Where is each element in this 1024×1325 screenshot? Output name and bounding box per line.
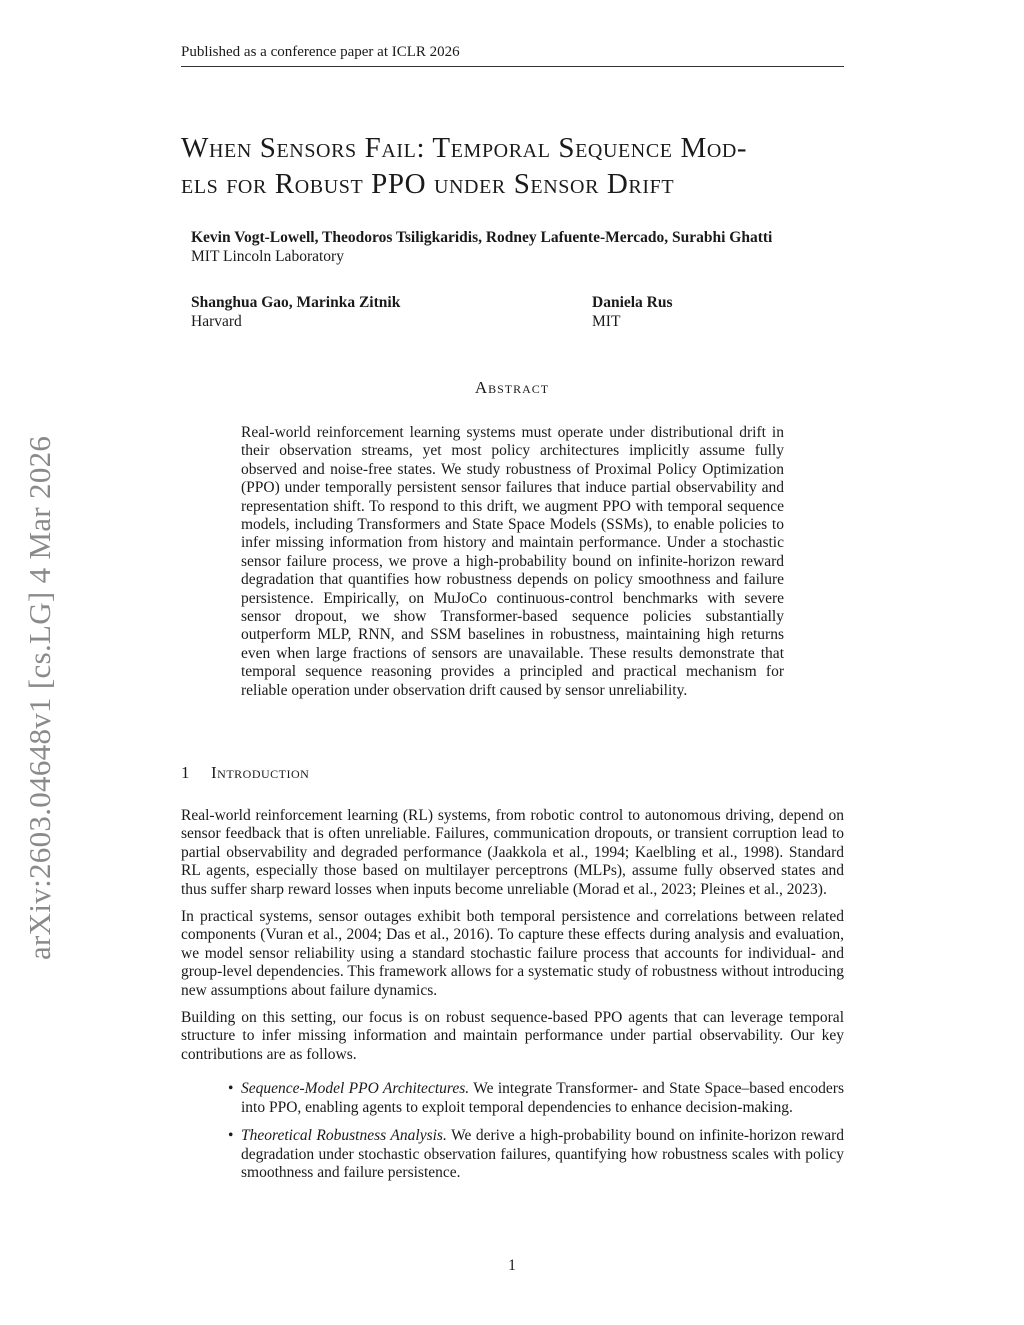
author-names: Shanghua Gao, Marinka Zitnik — [191, 294, 401, 311]
author-block-2 — [191, 293, 400, 331]
contributions-list — [181, 1080, 844, 1182]
author-affiliation: MIT Lincoln Laboratory — [191, 248, 344, 265]
author-affiliation: Harvard — [191, 313, 242, 330]
author-names: Kevin Vogt-Lowell, Theodoros Tsiligkaridis, Rodney Lafuente-Mercado, Surabhi Ghatti — [191, 229, 773, 246]
title-line-2: els for Robust PPO under Sensor Drift — [181, 168, 675, 200]
section-heading — [181, 763, 309, 783]
list-item — [241, 1127, 844, 1182]
running-header: Published as a conference paper at ICLR 2026 — [181, 44, 844, 67]
item-lead: Sequence-Model PPO Architectures. — [241, 1080, 470, 1098]
author-block-3 — [592, 293, 673, 331]
item-text: We derive a high-probability bound on infinite-horizon reward degradation under stochastic observation failures, quantifying how robustness scales with policy smoothness and failure persistence. — [241, 1127, 844, 1181]
paragraph: Real-world reinforcement learning (RL) systems, from robotic control to autonomous driving, depend on sensor feedback that is often unreliable. Failures, communication dropouts, or transient corruption lead to partial observability and degraded performance (Jaakkola et al., 1994; Kaelbling et al., 1998). Standard RL agents, especially those based on multilayer perceptrons (MLPs), assume fully observed states and thus suffer sharp reward losses when inputs become unreliable (Morad et al., 2023; Pleines et al., 2023). — [181, 807, 844, 898]
section-number: 1 — [181, 763, 190, 782]
abstract-text: Real-world reinforcement learning systems must operate under distributional drift in their observation streams, yet most policy architectures implicitly assume fully observed and noise-free states. We study robustness of Proximal Policy Optimization (PPO) under temporally persistent sensor failures that induce partial observability and representation shift. To respond to this drift, we augment PPO with temporal sequence models, including Transformers and State Space Models (SSMs), to enable policies to infer missing information from history and maintain performance. Under a stochastic sensor failure process, we prove a high-probability bound on infinite-horizon reward degradation that quantifies how robustness depends on policy smoothness and failure persistence. Empirically, on MuJoCo continuous-control benchmarks with severe sensor dropout, we show Transformer-based sequence policies substantially outperform MLP, RNN, and SSM baselines in robustness, maintaining high returns even when large fractions of sensors are unavailable. These results demonstrate that temporal sequence reasoning provides a principled and practical mechanism for reliable operation under observation drift caused by sensor unreliability. — [241, 424, 784, 699]
item-lead: Theoretical Robustness Analysis. — [241, 1127, 447, 1145]
item-text: We integrate Transformer- and State Space–based encoders into PPO, enabling agents to exploit temporal dependencies to enhance decision-making. — [241, 1080, 845, 1116]
section-title: Introduction — [211, 763, 310, 782]
paragraph: Building on this setting, our focus is on robust sequence-based PPO agents that can leverage temporal structure to infer missing information and maintain performance under partial observability. Our key contributions are as follows. — [181, 1009, 844, 1063]
abstract-heading: Abstract — [474, 378, 550, 397]
paragraph: In practical systems, sensor outages exhibit both temporal persistence and correlations between related components (Vuran et al., 2004; Das et al., 2016). To capture these effects during analysis and evaluation, we model sensor reliability using a standard stochastic failure process that accounts for individual- and group-level dependencies. This framework allows for a systematic study of robustness without introducing new assumptions about failure dynamics. — [181, 908, 844, 999]
list-item — [241, 1080, 844, 1117]
author-names: Daniela Rus — [592, 294, 673, 311]
author-affiliation: MIT — [592, 313, 621, 330]
author-block-1 — [191, 228, 851, 266]
title-line-1: When Sensors Fail: Temporal Sequence Mod- — [181, 132, 748, 164]
paper-title — [181, 130, 844, 202]
page-number: 1 — [508, 1257, 516, 1274]
arxiv-identifier[interactable]: arXiv:2603.04648v1 [cs.LG] 4 Mar 2026 — [22, 435, 57, 960]
introduction-body — [181, 807, 844, 1192]
